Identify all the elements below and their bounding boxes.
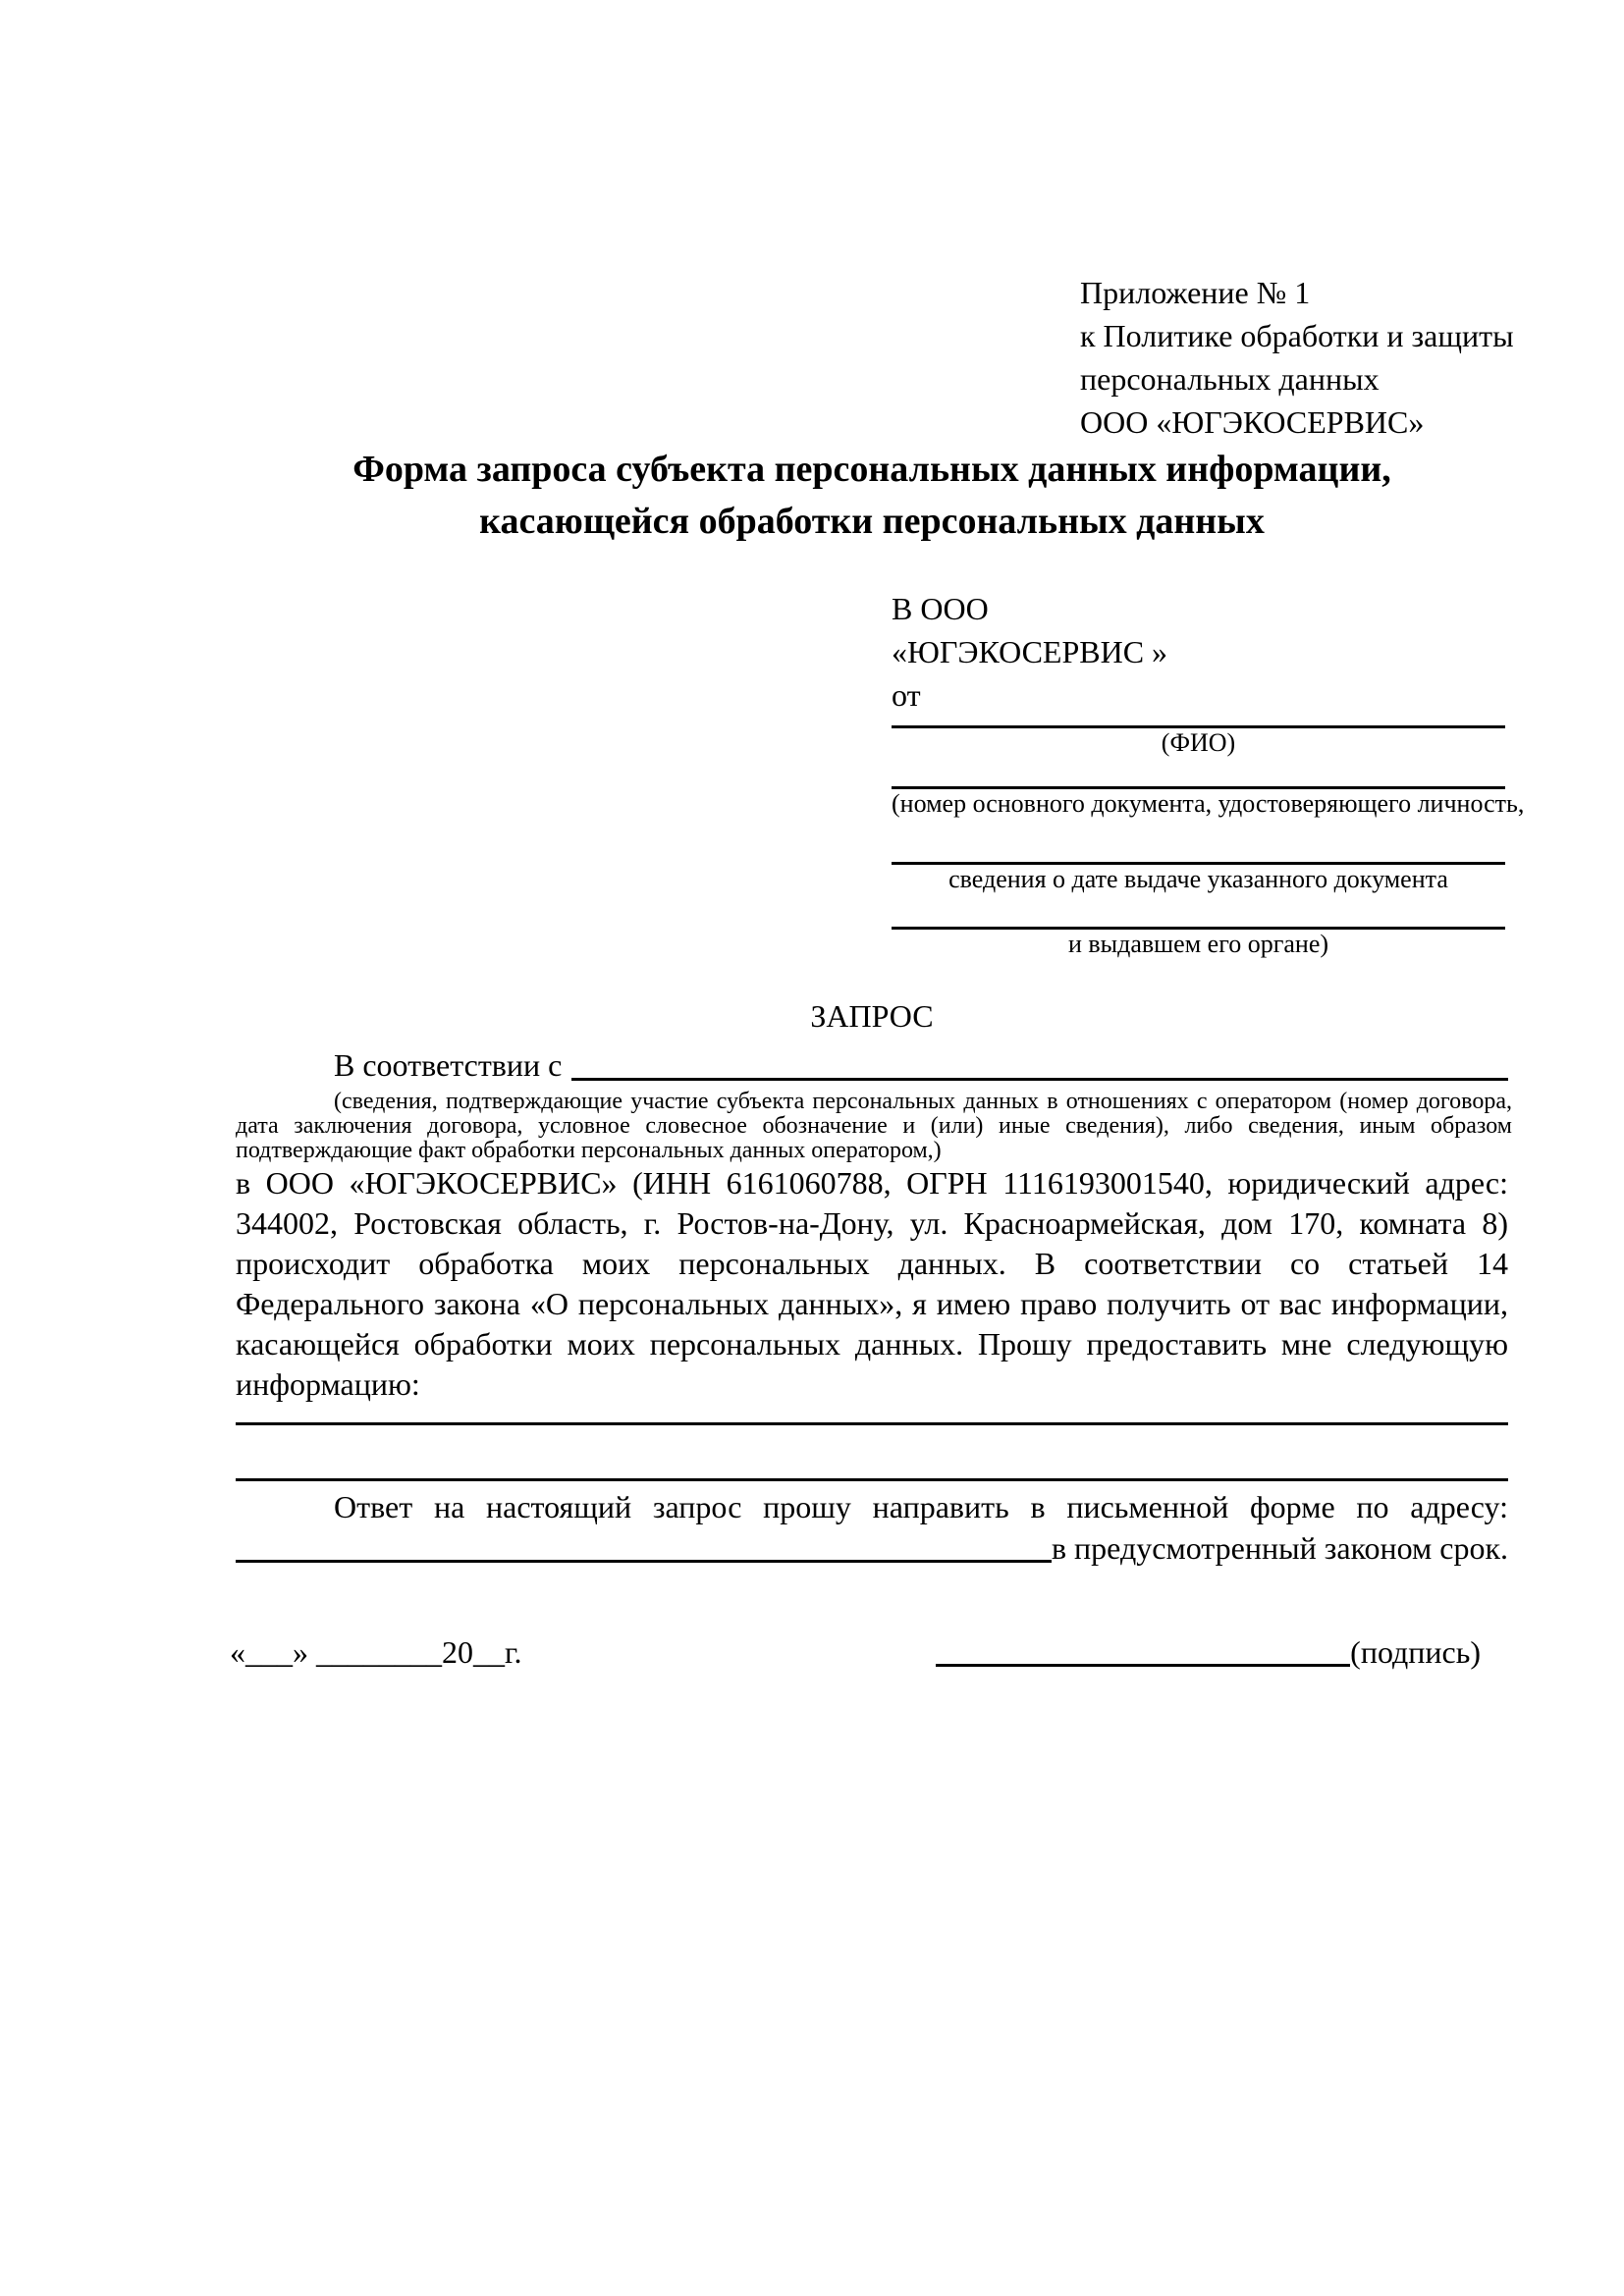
information-fill-line[interactable] — [236, 1478, 1508, 1481]
appendix-block — [1080, 271, 1514, 444]
intro-footnote: (сведения, подтверждающие участие субъекта персональных данных в отношениях с оператором (номер договора, дата заключения договора, условное словесное обозначение и (или) иные сведения), либо сведения, иным образом подтверждающие факт обработки персональных данных оператором,) — [236, 1089, 1512, 1163]
appendix-line: к Политике обработки и защиты — [1080, 318, 1514, 353]
request-heading: ЗАПРОС — [810, 998, 934, 1034]
page-title-line: Форма запроса субъекта персональных данных информации, — [352, 449, 1391, 490]
body-paragraph: в ООО «ЮГЭКОСЕРВИС» (ИНН 6161060788, ОГРН 1116193001540, юридический адрес: 344002, Ростовская область, г. Ростов-на-Дону, ул. Красноармейская, дом 170, комната 8) происходит обработка моих персональных данных. В соответствии со статьей 14 Федерального закона «О персональных данных», я имею право получить от вас информации, касающейся обработки моих персональных данных. Прошу предоставить мне следующую информацию: — [236, 1165, 1508, 1402]
signature-row — [230, 1631, 1481, 1673]
addressee-to-line: В ООО — [892, 591, 989, 626]
issuing-authority-field — [892, 927, 1505, 959]
appendix-line: персональных данных — [1080, 361, 1380, 397]
reply-sentence: Ответ на настоящий запрос прошу направить в письменной форме по адресу: — [334, 1489, 1508, 1524]
addressee-to-line: «ЮГЭКОСЕРВИС » — [892, 634, 1168, 669]
issuing-authority-field-caption: и выдавшем его органе) — [1067, 930, 1329, 958]
page-title — [236, 444, 1508, 548]
page-title-line: касающейся обработки персональных данных — [479, 501, 1265, 542]
issue-date-field-caption: сведения о дате выдаче указанного документа — [948, 865, 1448, 893]
signature-fill-line[interactable] — [936, 1664, 1350, 1667]
signature-area — [936, 1631, 1481, 1673]
appendix-line: ООО «ЮГЭКОСЕРВИС» — [1080, 404, 1425, 440]
fio-field-caption: (ФИО) — [1161, 728, 1236, 757]
reply-paragraph — [236, 1486, 1508, 1569]
document-number-field-caption: (номер основного документа, удостоверяющего личность, — [892, 789, 1525, 818]
date-fill-field[interactable]: «___» ________20__г. — [230, 1634, 522, 1670]
document-number-field — [892, 786, 1525, 819]
addressee-from-label: от — [892, 677, 921, 713]
information-fill-line[interactable] — [236, 1422, 1508, 1425]
appendix-line: Приложение № 1 — [1080, 275, 1311, 310]
reply-address-row — [236, 1527, 1508, 1569]
issue-date-field — [892, 862, 1505, 894]
basis-fill-line[interactable] — [571, 1044, 1508, 1081]
intro-row — [236, 1044, 1508, 1086]
signature-caption: (подпись) — [1350, 1634, 1481, 1670]
address-fill-line[interactable] — [236, 1527, 1052, 1563]
reply-suffix-label: в предусмотренный законом срок. — [1051, 1530, 1508, 1566]
intro-prefix-label: В соответствии с — [334, 1047, 563, 1083]
addressee-block — [892, 587, 1525, 959]
fio-field — [892, 725, 1505, 758]
